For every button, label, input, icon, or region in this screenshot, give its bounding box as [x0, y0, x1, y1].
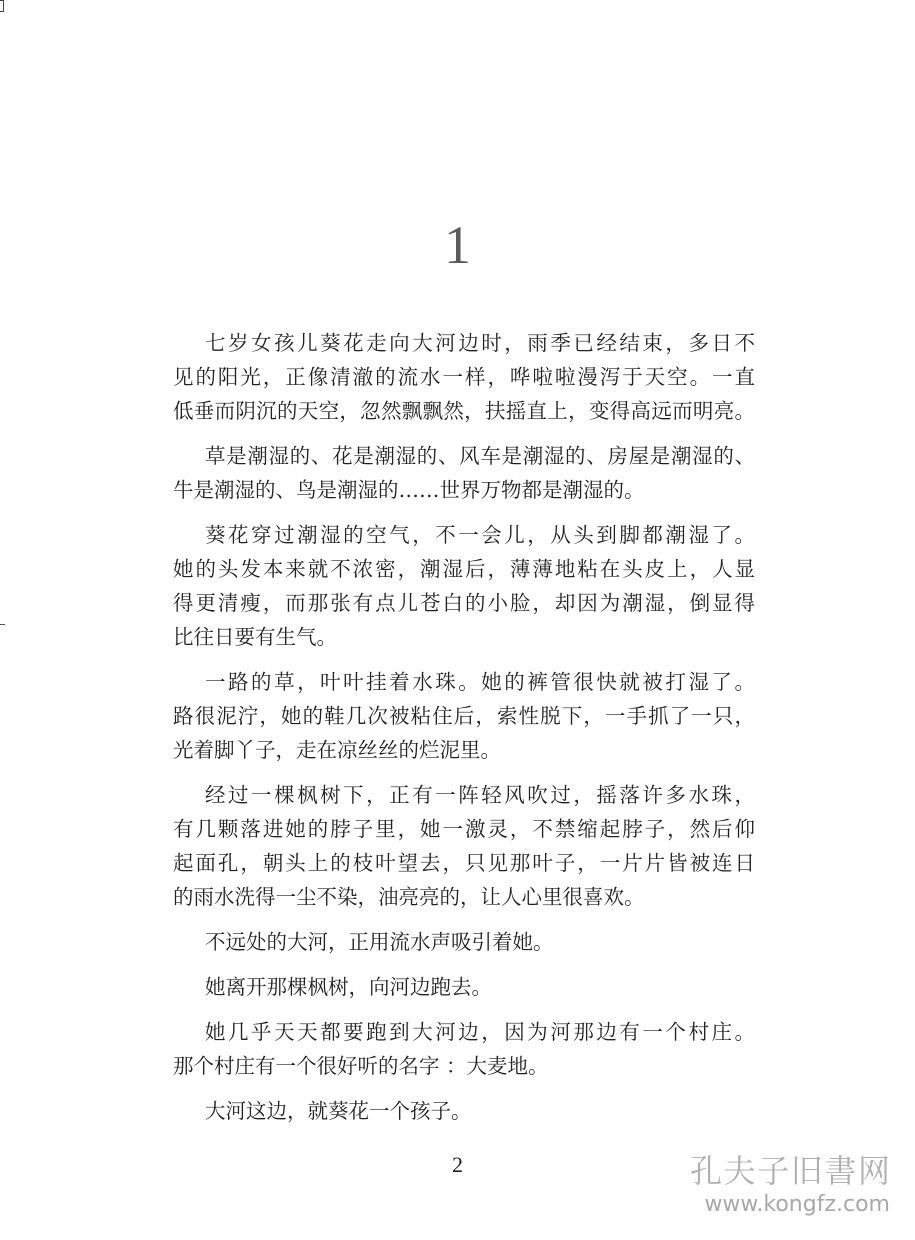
text-line: 得更清瘦，而那张有点儿苍白的小脸，却因为潮湿，倒显得	[173, 591, 755, 615]
scan-artifact-corner	[0, 0, 4, 12]
paragraph	[173, 925, 755, 959]
text-line: 她几乎天天都要跑到大河边，因为河那边有一个村庄。	[205, 1020, 755, 1044]
chapter-number: 1	[444, 215, 471, 275]
page-number: 2	[452, 1152, 463, 1177]
text-line: 经过一棵枫树下，正有一阵轻风吹过，摇落许多水珠，	[205, 783, 755, 807]
text-line: 草是潮湿的、花是潮湿的、风车是潮湿的、房屋是潮湿的、	[205, 444, 755, 468]
text-line: 有几颗落进她的脖子里，她一激灵，不禁缩起脖子，然后仰	[173, 817, 755, 841]
text-line: 牛是潮湿的、鸟是潮湿的……世界万物都是潮湿的。	[173, 478, 645, 502]
text-line: 她离开那棵枫树，向河边跑去。	[205, 975, 492, 999]
text-line: 的雨水洗得一尘不染，油亮亮的，让人心里很喜欢。	[173, 885, 645, 909]
paragraph	[173, 1094, 755, 1128]
watermark-url: www.kongfz.com	[704, 1192, 890, 1217]
paragraph	[173, 439, 755, 507]
text-line: 光着脚丫子，走在凉丝丝的烂泥里。	[173, 738, 501, 762]
paragraph	[173, 518, 755, 654]
text-line: 七岁女孩儿葵花走向大河边时，雨季已经结束，多日不	[205, 331, 755, 355]
text-line: 路很泥泞，她的鞋几次被粘住后，索性脱下，一手抓了一只，	[173, 704, 755, 728]
text-line: 低垂而阴沉的天空，忽然飘飘然，扶摇直上，变得高远而明亮。	[173, 399, 755, 423]
watermark-logo: 孔夫子旧書网	[690, 1152, 890, 1190]
text-line: 一路的草，叶叶挂着水珠。她的裤管很快就被打湿了。	[205, 670, 755, 694]
text-line: 那个村庄有一个很好听的名字 ：大麦地。	[173, 1054, 549, 1078]
chapter-body	[173, 326, 755, 1139]
text-line: 大河这边，就葵花一个孩子。	[205, 1099, 472, 1123]
paragraph	[173, 1015, 755, 1083]
text-line: 不远处的大河，正用流水声吸引着她。	[205, 930, 554, 954]
paragraph	[173, 665, 755, 767]
text-line: 起面孔，朝头上的枝叶望去，只见那叶子，一片片皆被连日	[173, 851, 755, 875]
text-line: 见的阳光，正像清澈的流水一样，哗啦啦漫泻于天空。一直	[173, 365, 755, 389]
paragraph	[173, 970, 755, 1004]
paragraph	[173, 326, 755, 428]
text-line: 葵花穿过潮湿的空气，不一会儿，从头到脚都潮湿了。	[205, 523, 755, 547]
paragraph	[173, 778, 755, 914]
text-line: 比往日要有生气。	[173, 625, 337, 649]
text-line: 她的头发本来就不浓密，潮湿后，薄薄地粘在头皮上，人显	[173, 557, 755, 581]
scan-artifact-tick	[0, 624, 5, 625]
